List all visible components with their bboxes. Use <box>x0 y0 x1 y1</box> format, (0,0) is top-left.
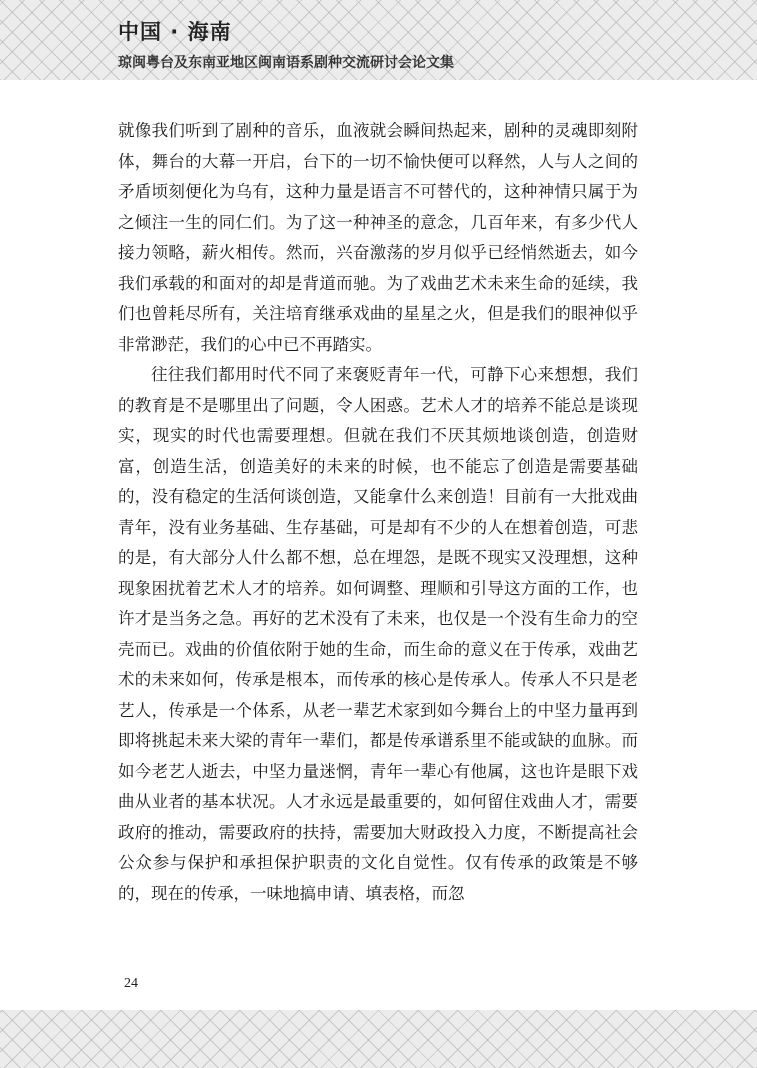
paragraph-2: 往往我们都用时代不同了来褒贬青年一代，可静下心来想想，我们的教育是不是哪里出了问题，令人困惑。艺术人才的培养不能总是谈现实，现实的时代也需要理想。但就在我们不厌其烦地谈创造，创造财富，创造生活，创造美好的未来的时候，也不能忘了创造是需要基础的，没有稳定的生活何谈创造，又能拿什么来创造！目前有一大批戏曲青年，没有业务基础、生存基础，可是却有不少的人在想着创造，可悲的是，有大部分人什么都不想，总在埋怨，是既不现实又没理想，这种现象困扰着艺术人才的培养。如何调整、理顺和引导这方面的工作，也许才是当务之急。再好的艺术没有了未来，也仅是一个没有生命力的空壳而已。戏曲的价值依附于她的生命，而生命的意义在于传承，戏曲艺术的未来如何，传承是根本，而传承的核心是传承人。传承人不只是老艺人，传承是一个体系，从老一辈艺术家到如今舞台上的中坚力量再到即将挑起未来大梁的青年一辈们，都是传承谱系里不能或缺的血脉。而如今老艺人逝去，中坚力量迷惘，青年一辈心有他属，这也许是眼下戏曲从业者的基本状况。人才永远是最重要的，如何留住戏曲人才，需要政府的推动，需要政府的扶持，需要加大财政投入力度，不断提高社会公众参与保护和承担保护职责的文化自觉性。仅有传承的政策是不够的，现在的传承，一味地搞申请、填表格，而忽 <box>118 365 638 903</box>
header-band <box>0 0 757 80</box>
page-number: 24 <box>124 976 138 991</box>
book-subtitle: 琼闽粤台及东南亚地区闽南语系剧种交流研讨会论文集 <box>118 55 454 71</box>
footer-band <box>0 1010 757 1068</box>
article-body <box>118 116 638 909</box>
book-title: 中国 · 海南 <box>118 20 232 44</box>
paragraph-1: 就像我们听到了剧种的音乐，血液就会瞬间热起来，剧种的灵魂即刻附体，舞台的大幕一开启，台下的一切不愉快便可以释然，人与人之间的矛盾顷刻便化为乌有，这种力量是语言不可替代的，这种神情只属于为之倾注一生的同仁们。为了这一种神圣的意念，几百年来，有多少代人接力领略，薪火相传。然而，兴奋激荡的岁月似乎已经悄然逝去，如今我们承载的和面对的却是背道而驰。为了戏曲艺术未来生命的延续，我们也曾耗尽所有，关注培育继承戏曲的星星之火，但是我们的眼神似乎非常渺茫，我们的心中已不再踏实。 <box>118 121 638 354</box>
